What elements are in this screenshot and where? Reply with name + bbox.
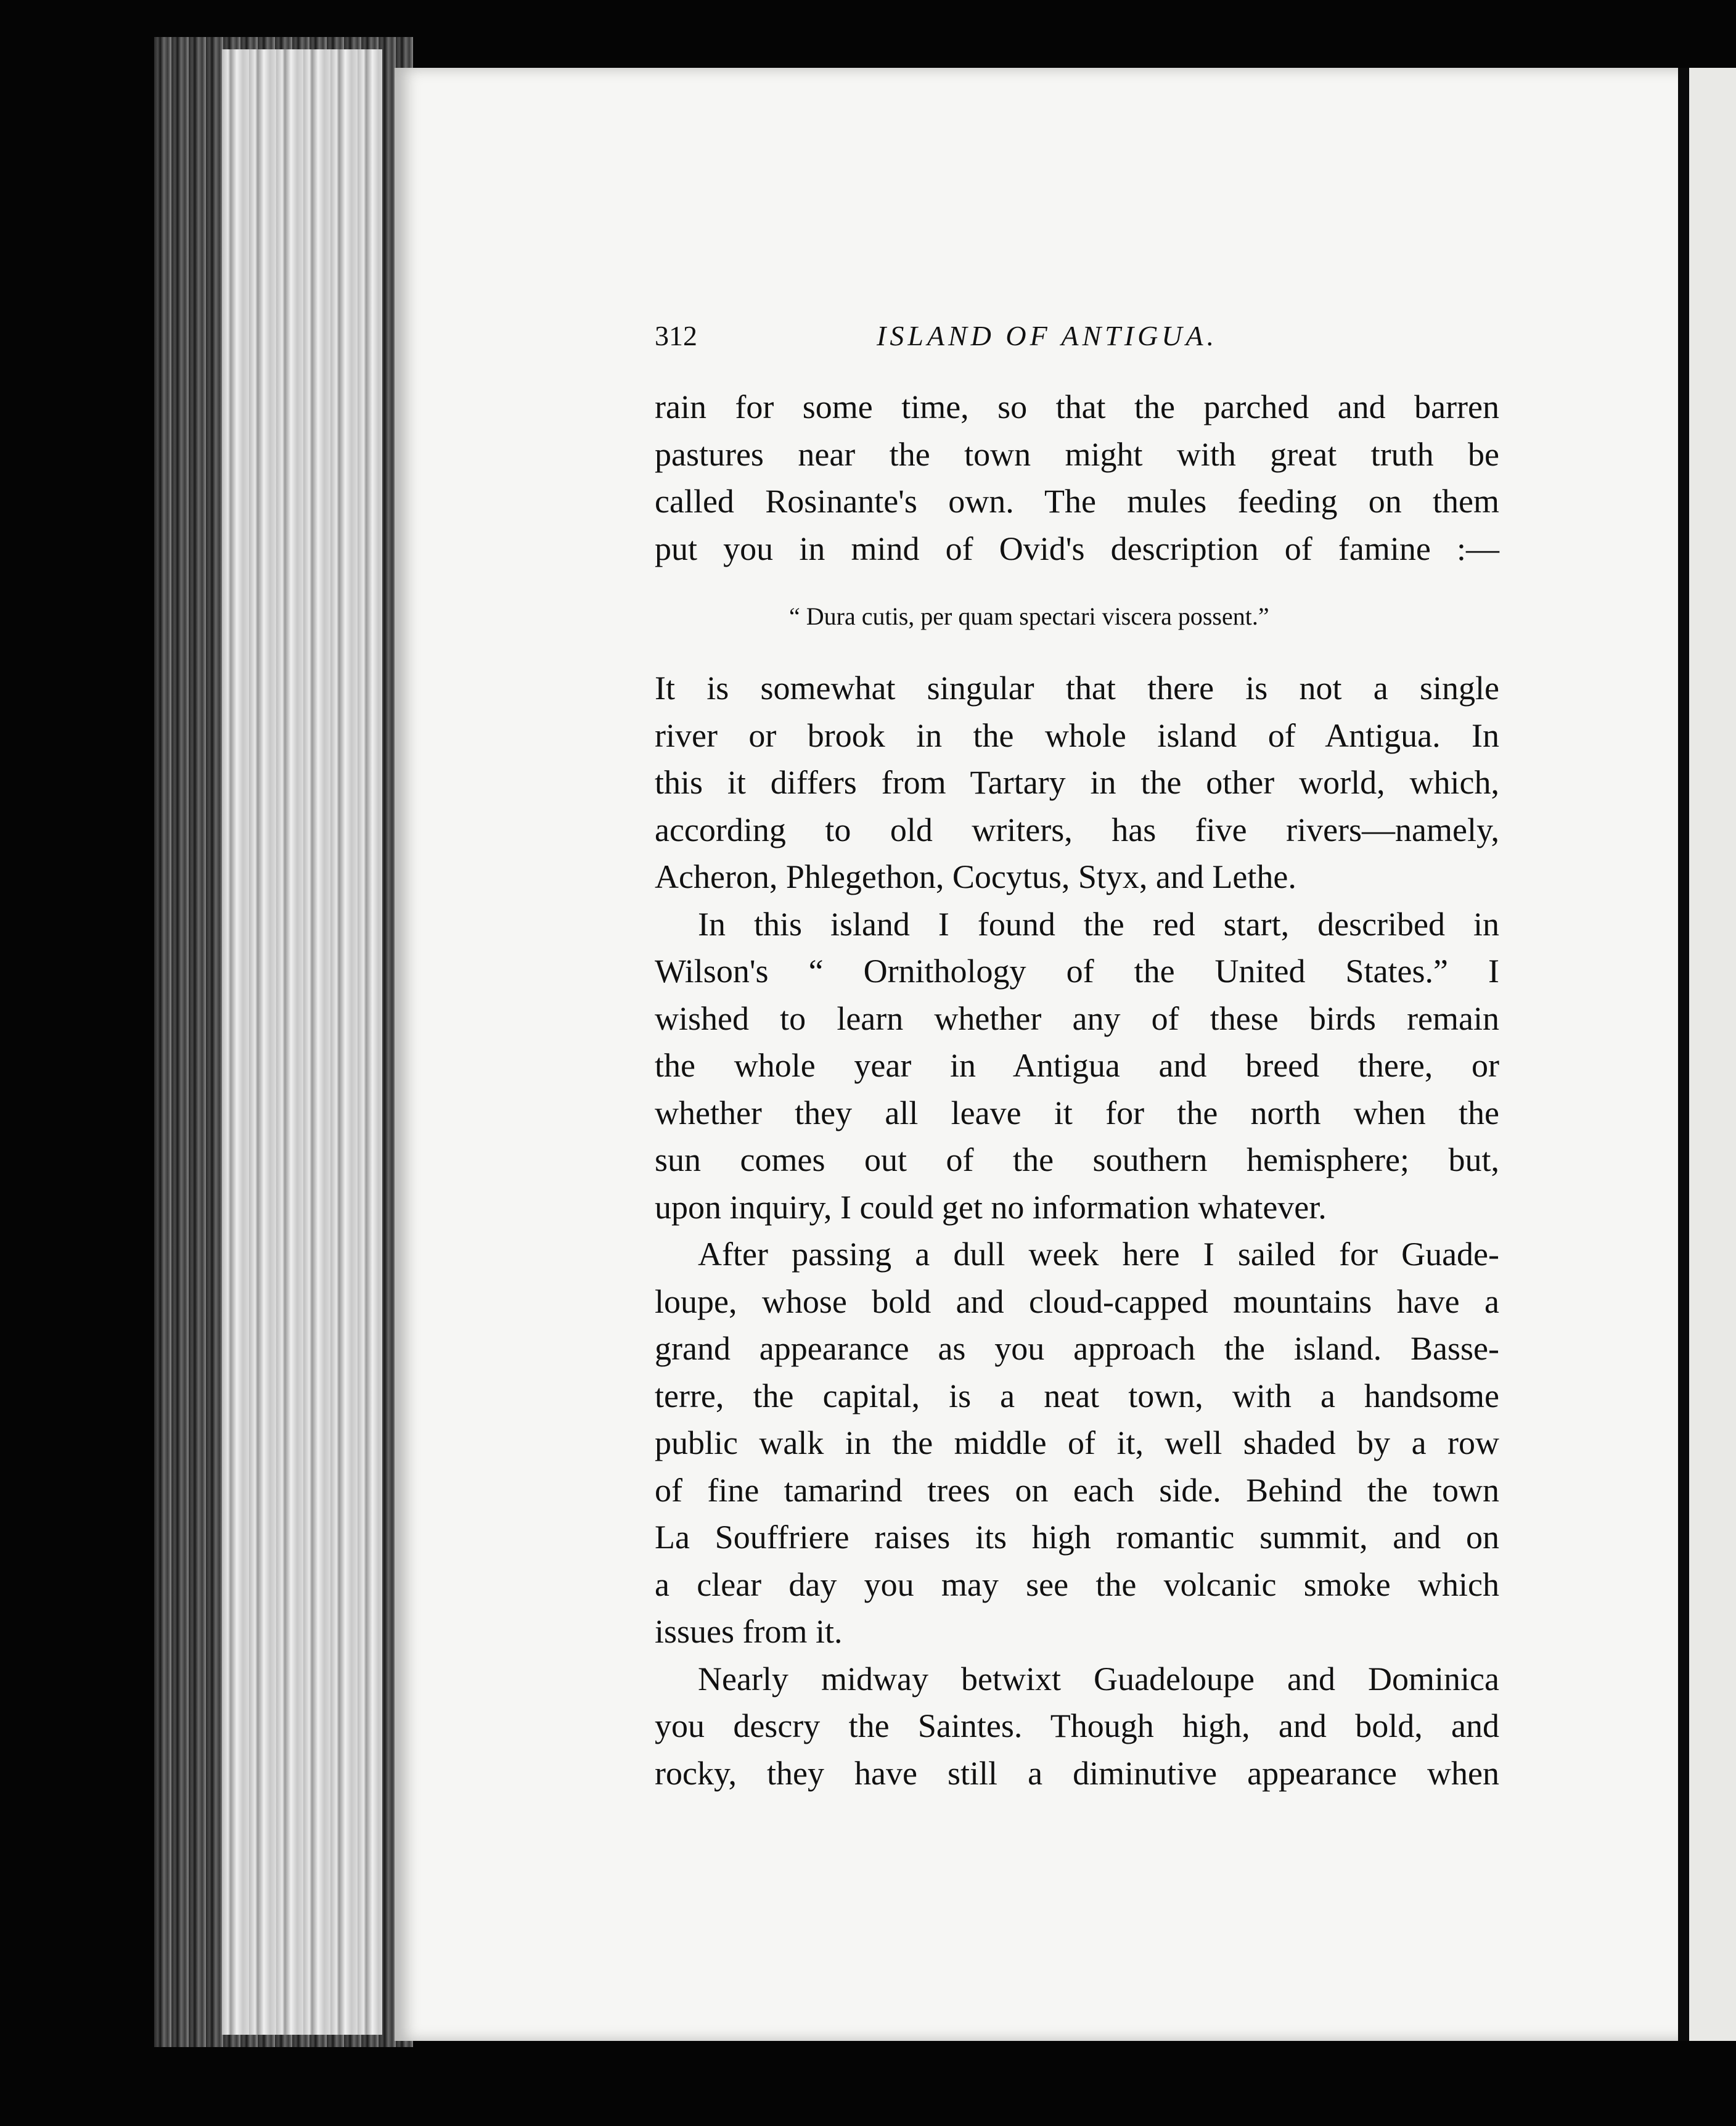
text-line: Acheron, Phlegethon, Cocytus, Styx, and Lethe.: [655, 858, 1296, 895]
text-line: La Souffriere raises its high romantic summit, and on: [655, 1519, 1499, 1556]
text-line: the whole year in Antigua and breed there, or: [655, 1047, 1499, 1084]
paragraph-1: [655, 384, 1499, 572]
text-line: this it differs from Tartary in the other world, which,: [655, 764, 1499, 801]
text-line: loupe, whose bold and cloud-capped mountains have a: [655, 1283, 1499, 1320]
text-line: river or brook in the whole island of Antigua. In: [655, 716, 1499, 754]
text-line: you descry the Saintes. Though high, and bold, and: [655, 1707, 1499, 1744]
text-line: rocky, they have still a diminutive appearance when: [655, 1754, 1499, 1792]
text-line: pastures near the town might with great truth be: [655, 435, 1499, 473]
text-line: called Rosinante's own. The mules feeding on them: [655, 483, 1499, 520]
text-line: It is somewhat singular that there is not a single: [655, 670, 1499, 707]
text-line: whether they all leave it for the north when the: [655, 1094, 1499, 1131]
text-line: terre, the capital, is a neat town, with a handsome: [655, 1377, 1499, 1414]
running-head: ISLAND OF ANTIGUA.: [877, 320, 1218, 351]
text-line: of fine tamarind trees on each side. Behind the town: [655, 1471, 1499, 1509]
text-line: put you in mind of Ovid's description of famine :—: [655, 530, 1499, 567]
text-line: rain for some time, so that the parched and barren: [655, 388, 1499, 425]
text-line: Wilson's “ Ornithology of the United States.” I: [655, 953, 1499, 990]
text-line: Nearly midway betwixt Guadeloupe and Dominica: [698, 1660, 1499, 1697]
text-line: In this island I found the red start, described in: [698, 905, 1499, 943]
text-line: upon inquiry, I could get no information whatever.: [655, 1188, 1327, 1226]
book-page-edges-highlight: [222, 49, 382, 2035]
text-line: wished to learn whether any of these birds remain: [655, 999, 1499, 1037]
page-header: [655, 314, 1499, 358]
body-text: [655, 665, 1499, 1797]
text-line: sun comes out of the southern hemisphere; but,: [655, 1141, 1499, 1178]
text-line: After passing a dull week here I sailed for Guade-: [698, 1236, 1499, 1273]
text-line: a clear day you may see the volcanic smoke which: [655, 1566, 1499, 1603]
text-line: issues from it.: [655, 1613, 843, 1650]
text-line: public walk in the middle of it, well shaded by a row: [655, 1424, 1499, 1461]
text-line: grand appearance as you approach the island. Basse-: [655, 1330, 1499, 1367]
page-number: 312: [655, 320, 697, 351]
text-line: according to old writers, has five rivers—namely,: [655, 811, 1499, 848]
book-page-edges: [154, 37, 413, 2047]
facing-page-edge: [1689, 68, 1736, 2041]
latin-quotation: “ Dura cutis, per quam spectari viscera possent.”: [789, 602, 1269, 630]
